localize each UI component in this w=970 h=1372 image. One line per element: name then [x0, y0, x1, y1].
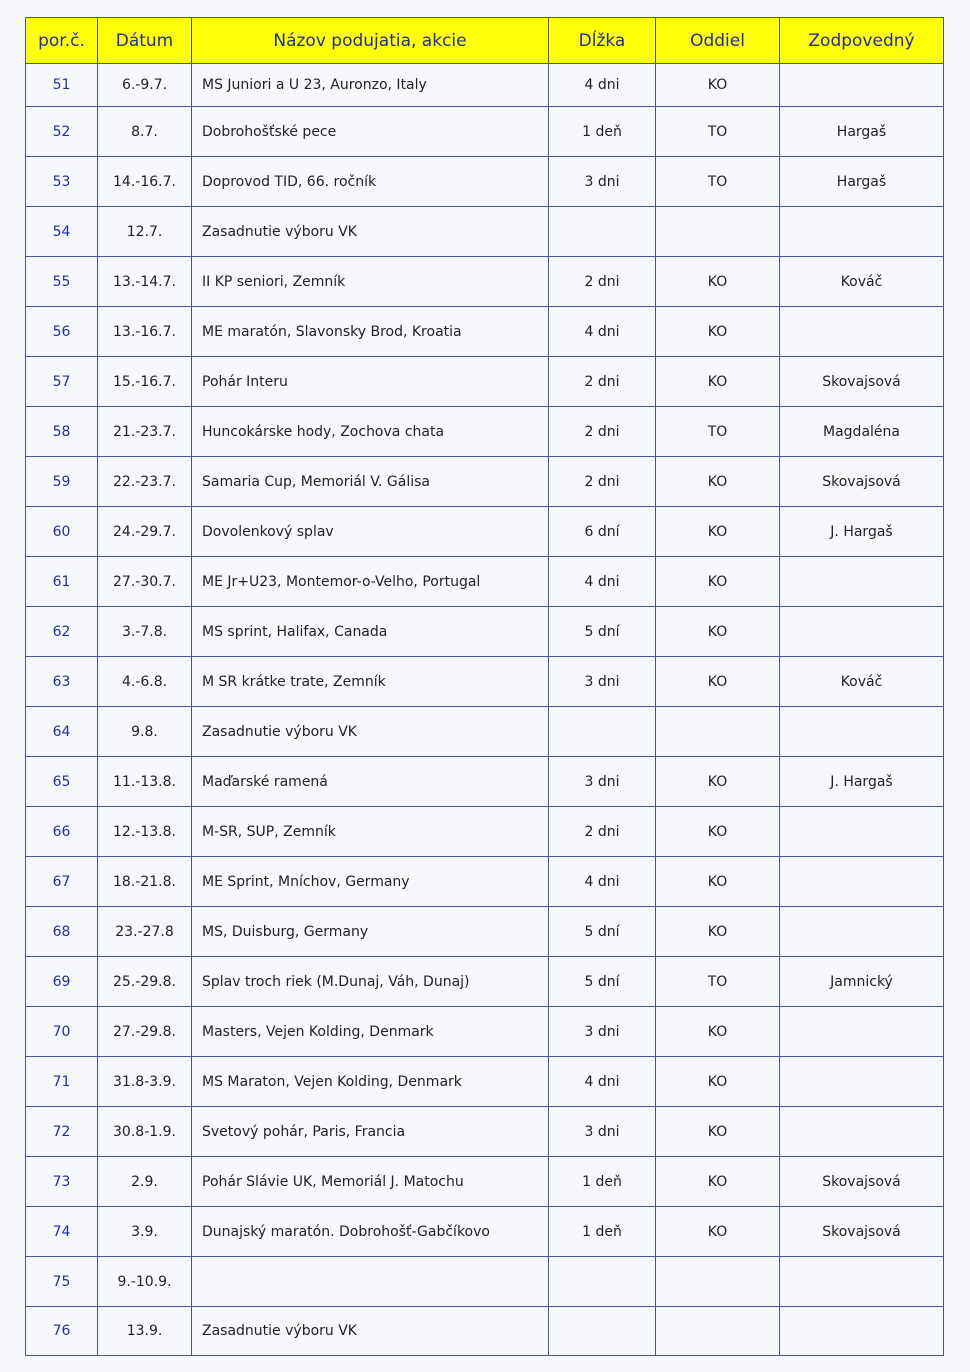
cell-length: 5 dní — [549, 907, 656, 957]
cell-responsible — [780, 707, 944, 757]
cell-date: 22.-23.7. — [98, 457, 192, 507]
cell-length: 5 dní — [549, 607, 656, 657]
cell-date: 13.-16.7. — [98, 307, 192, 357]
cell-section: KO — [656, 1057, 780, 1107]
cell-number: 62 — [26, 607, 98, 657]
cell-responsible — [780, 907, 944, 957]
table-row — [26, 507, 944, 557]
cell-date: 12.-13.8. — [98, 807, 192, 857]
cell-event-name: Maďarské ramená — [192, 757, 549, 807]
cell-event-name: M SR krátke trate, Zemník — [192, 657, 549, 707]
cell-event-name: ME Sprint, Mníchov, Germany — [192, 857, 549, 907]
cell-section: KO — [656, 1157, 780, 1207]
cell-responsible: J. Hargaš — [780, 757, 944, 807]
table-row — [26, 707, 944, 757]
header-length: Dĺžka — [549, 18, 656, 64]
cell-responsible — [780, 207, 944, 257]
cell-length: 4 dni — [549, 857, 656, 907]
cell-length: 3 dni — [549, 157, 656, 207]
cell-responsible: Magdaléna — [780, 407, 944, 457]
cell-event-name: Samaria Cup, Memoriál V. Gálisa — [192, 457, 549, 507]
cell-number: 58 — [26, 407, 98, 457]
cell-number: 56 — [26, 307, 98, 357]
header-row — [26, 18, 944, 64]
table-row — [26, 907, 944, 957]
cell-section — [656, 707, 780, 757]
cell-event-name: ME maratón, Slavonsky Brod, Kroatia — [192, 307, 549, 357]
cell-date: 4.-6.8. — [98, 657, 192, 707]
table-row — [26, 957, 944, 1007]
cell-length: 2 dni — [549, 357, 656, 407]
cell-section: KO — [656, 257, 780, 307]
table-row — [26, 307, 944, 357]
cell-number: 63 — [26, 657, 98, 707]
cell-date: 31.8-3.9. — [98, 1057, 192, 1107]
cell-responsible — [780, 1007, 944, 1057]
cell-length: 4 dni — [549, 307, 656, 357]
cell-section: TO — [656, 957, 780, 1007]
cell-responsible — [780, 1307, 944, 1356]
table-row — [26, 1207, 944, 1257]
cell-event-name: Dunajský maratón. Dobrohošť-Gabčíkovo — [192, 1207, 549, 1257]
cell-section: KO — [656, 757, 780, 807]
cell-length — [549, 707, 656, 757]
cell-event-name: Huncokárske hody, Zochova chata — [192, 407, 549, 457]
table-row — [26, 457, 944, 507]
cell-date: 14.-16.7. — [98, 157, 192, 207]
cell-length: 4 dni — [549, 557, 656, 607]
table-row — [26, 857, 944, 907]
cell-date: 30.8-1.9. — [98, 1107, 192, 1157]
cell-event-name: Pohár Slávie UK, Memoriál J. Matochu — [192, 1157, 549, 1207]
cell-number: 61 — [26, 557, 98, 607]
cell-responsible: J. Hargaš — [780, 507, 944, 557]
cell-responsible: Skovajsová — [780, 457, 944, 507]
cell-responsible — [780, 807, 944, 857]
cell-responsible — [780, 307, 944, 357]
cell-date: 18.-21.8. — [98, 857, 192, 907]
cell-event-name: Dobrohošťské pece — [192, 107, 549, 157]
cell-event-name: Zasadnutie výboru VK — [192, 707, 549, 757]
cell-date: 27.-29.8. — [98, 1007, 192, 1057]
cell-length — [549, 1307, 656, 1356]
cell-number: 67 — [26, 857, 98, 907]
cell-section — [656, 207, 780, 257]
cell-length: 4 dni — [549, 1057, 656, 1107]
cell-length: 4 dni — [549, 64, 656, 107]
table-row — [26, 1057, 944, 1107]
cell-event-name: II KP seniori, Zemník — [192, 257, 549, 307]
table-row — [26, 1257, 944, 1307]
cell-section: TO — [656, 107, 780, 157]
cell-number: 66 — [26, 807, 98, 857]
cell-event-name: MS, Duisburg, Germany — [192, 907, 549, 957]
table-row — [26, 407, 944, 457]
cell-section: KO — [656, 357, 780, 407]
cell-number: 74 — [26, 1207, 98, 1257]
cell-number: 65 — [26, 757, 98, 807]
cell-number: 59 — [26, 457, 98, 507]
cell-responsible — [780, 857, 944, 907]
cell-date: 9.8. — [98, 707, 192, 757]
cell-section: TO — [656, 407, 780, 457]
cell-date: 12.7. — [98, 207, 192, 257]
table-row — [26, 657, 944, 707]
cell-number: 73 — [26, 1157, 98, 1207]
table-header — [26, 18, 944, 64]
cell-number: 60 — [26, 507, 98, 557]
cell-date: 27.-30.7. — [98, 557, 192, 607]
table-row — [26, 607, 944, 657]
cell-number: 72 — [26, 1107, 98, 1157]
cell-responsible: Skovajsová — [780, 1157, 944, 1207]
cell-number: 64 — [26, 707, 98, 757]
cell-section: KO — [656, 307, 780, 357]
cell-responsible — [780, 1257, 944, 1307]
cell-date: 3.-7.8. — [98, 607, 192, 657]
cell-length: 5 dní — [549, 957, 656, 1007]
cell-section: KO — [656, 807, 780, 857]
cell-event-name: MS Maraton, Vejen Kolding, Denmark — [192, 1057, 549, 1107]
cell-date: 23.-27.8 — [98, 907, 192, 957]
cell-length: 3 dni — [549, 757, 656, 807]
cell-number: 51 — [26, 64, 98, 107]
cell-section: TO — [656, 157, 780, 207]
cell-section: KO — [656, 657, 780, 707]
table-row — [26, 1107, 944, 1157]
cell-event-name: M-SR, SUP, Zemník — [192, 807, 549, 857]
cell-responsible: Jamnický — [780, 957, 944, 1007]
cell-date: 21.-23.7. — [98, 407, 192, 457]
cell-number: 71 — [26, 1057, 98, 1107]
cell-section: KO — [656, 1107, 780, 1157]
cell-event-name: Splav troch riek (M.Dunaj, Váh, Dunaj) — [192, 957, 549, 1007]
cell-length: 3 dni — [549, 1007, 656, 1057]
header-date: Dátum — [98, 18, 192, 64]
header-number: por.č. — [26, 18, 98, 64]
cell-length: 2 dni — [549, 457, 656, 507]
cell-number: 52 — [26, 107, 98, 157]
cell-section: KO — [656, 857, 780, 907]
cell-number: 76 — [26, 1307, 98, 1356]
cell-event-name: MS Juniori a U 23, Auronzo, Italy — [192, 64, 549, 107]
cell-responsible — [780, 1057, 944, 1107]
table-row — [26, 1307, 944, 1356]
cell-section — [656, 1257, 780, 1307]
cell-date: 15.-16.7. — [98, 357, 192, 407]
cell-event-name: ME Jr+U23, Montemor-o-Velho, Portugal — [192, 557, 549, 607]
cell-number: 54 — [26, 207, 98, 257]
cell-responsible: Kováč — [780, 657, 944, 707]
table-row — [26, 757, 944, 807]
cell-event-name: Zasadnutie výboru VK — [192, 207, 549, 257]
cell-length: 1 deň — [549, 1157, 656, 1207]
table-row — [26, 257, 944, 307]
cell-responsible: Skovajsová — [780, 1207, 944, 1257]
table-row — [26, 207, 944, 257]
cell-event-name: Zasadnutie výboru VK — [192, 1307, 549, 1356]
cell-number: 69 — [26, 957, 98, 1007]
table-body — [26, 64, 944, 1356]
cell-event-name: Svetový pohár, Paris, Francia — [192, 1107, 549, 1157]
table-row — [26, 157, 944, 207]
cell-length — [549, 207, 656, 257]
table-row — [26, 107, 944, 157]
cell-responsible — [780, 64, 944, 107]
cell-event-name — [192, 1257, 549, 1307]
cell-date: 13.9. — [98, 1307, 192, 1356]
table-row — [26, 1007, 944, 1057]
cell-length: 2 dni — [549, 407, 656, 457]
cell-length — [549, 1257, 656, 1307]
cell-event-name: Pohár Interu — [192, 357, 549, 407]
cell-date: 3.9. — [98, 1207, 192, 1257]
cell-date: 9.-10.9. — [98, 1257, 192, 1307]
cell-responsible: Skovajsová — [780, 357, 944, 407]
cell-date: 8.7. — [98, 107, 192, 157]
cell-number: 68 — [26, 907, 98, 957]
cell-length: 2 dni — [549, 257, 656, 307]
cell-number: 57 — [26, 357, 98, 407]
cell-number: 75 — [26, 1257, 98, 1307]
cell-responsible: Hargaš — [780, 107, 944, 157]
cell-date: 2.9. — [98, 1157, 192, 1207]
cell-section: KO — [656, 1207, 780, 1257]
cell-event-name: Doprovod TID, 66. ročník — [192, 157, 549, 207]
cell-number: 70 — [26, 1007, 98, 1057]
cell-date: 24.-29.7. — [98, 507, 192, 557]
table-row — [26, 807, 944, 857]
table-row — [26, 64, 944, 107]
cell-responsible: Hargaš — [780, 157, 944, 207]
cell-responsible — [780, 607, 944, 657]
header-responsible: Zodpovedný — [780, 18, 944, 64]
cell-date: 25.-29.8. — [98, 957, 192, 1007]
table-row — [26, 557, 944, 607]
cell-number: 55 — [26, 257, 98, 307]
cell-section: KO — [656, 64, 780, 107]
cell-date: 11.-13.8. — [98, 757, 192, 807]
cell-section — [656, 1307, 780, 1356]
cell-event-name: MS sprint, Halifax, Canada — [192, 607, 549, 657]
cell-length: 3 dni — [549, 657, 656, 707]
header-event-name: Názov podujatia, akcie — [192, 18, 549, 64]
cell-length: 2 dni — [549, 807, 656, 857]
cell-responsible: Kováč — [780, 257, 944, 307]
table-row — [26, 1157, 944, 1207]
cell-number: 53 — [26, 157, 98, 207]
header-section: Oddiel — [656, 18, 780, 64]
cell-event-name: Masters, Vejen Kolding, Denmark — [192, 1007, 549, 1057]
cell-section: KO — [656, 1007, 780, 1057]
cell-responsible — [780, 1107, 944, 1157]
cell-length: 6 dní — [549, 507, 656, 557]
cell-length: 3 dni — [549, 1107, 656, 1157]
cell-section: KO — [656, 557, 780, 607]
cell-length: 1 deň — [549, 107, 656, 157]
cell-section: KO — [656, 607, 780, 657]
cell-responsible — [780, 557, 944, 607]
events-table — [25, 17, 944, 1356]
cell-section: KO — [656, 907, 780, 957]
table-row — [26, 357, 944, 407]
cell-section: KO — [656, 507, 780, 557]
cell-section: KO — [656, 457, 780, 507]
cell-length: 1 deň — [549, 1207, 656, 1257]
cell-date: 6.-9.7. — [98, 64, 192, 107]
cell-date: 13.-14.7. — [98, 257, 192, 307]
cell-event-name: Dovolenkový splav — [192, 507, 549, 557]
